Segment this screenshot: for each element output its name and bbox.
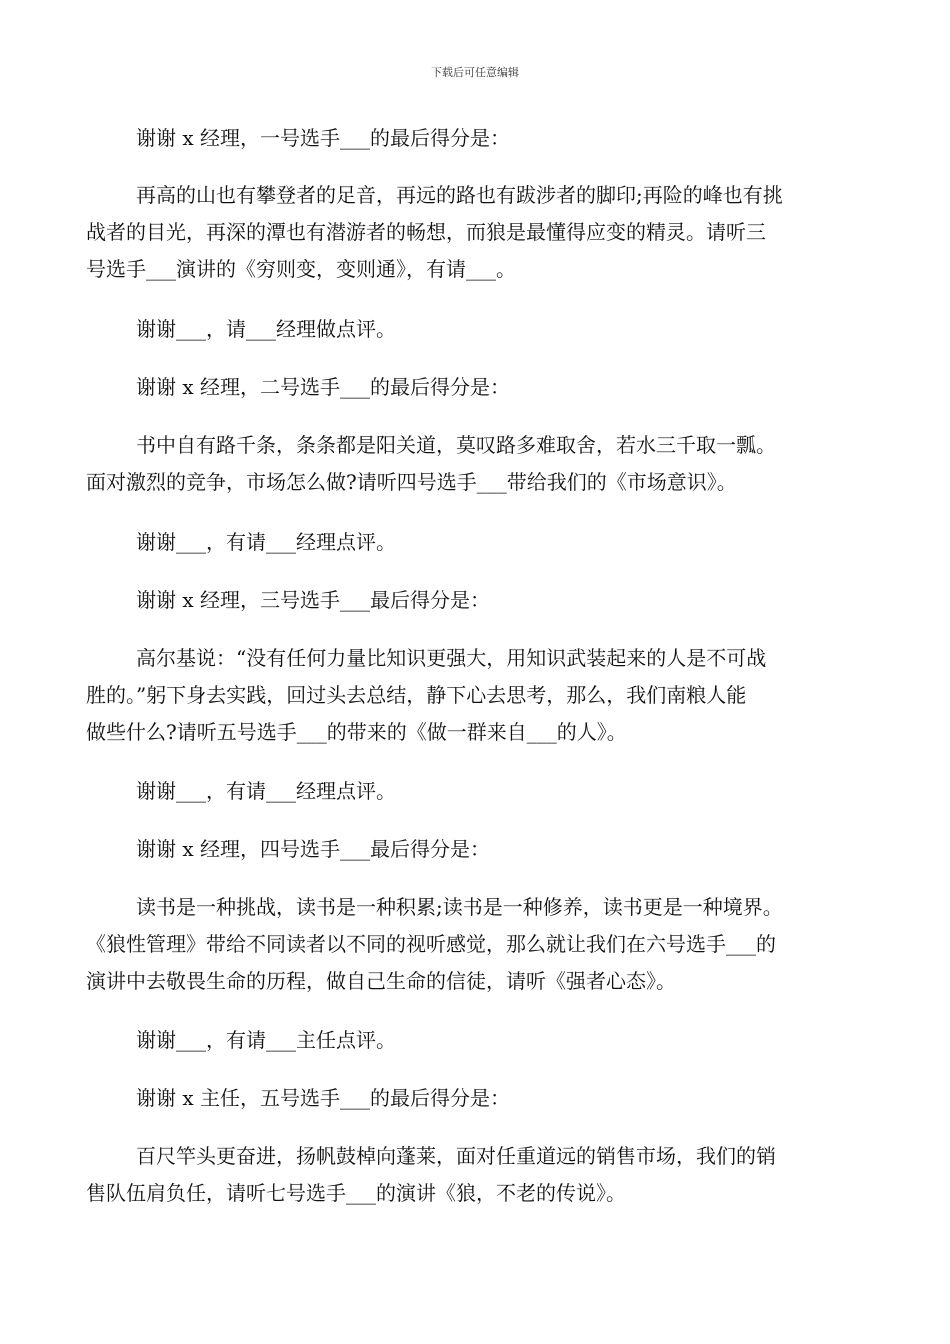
paragraph-line: 面对激烈的竞争，市场怎么做?请听四号选手___带给我们的《市场意识》。 bbox=[86, 470, 737, 494]
paragraph-5 bbox=[86, 427, 866, 501]
paragraph-1 bbox=[86, 120, 866, 157]
paragraph-line: 谢谢 x 主任，五号选手___的最后得分是： bbox=[136, 1086, 510, 1110]
paragraph-line: 书中自有路千条，条条都是阳关道，莫叹路多难取舍，若水三千取一瓢。 bbox=[136, 433, 776, 457]
paragraph-line: 谢谢___，有请___主任点评。 bbox=[136, 1028, 396, 1052]
paragraph-11 bbox=[86, 889, 866, 1000]
paragraph-line: 谢谢 x 经理，四号选手___最后得分是： bbox=[136, 837, 490, 861]
paragraph-line: 做些什么?请听五号选手___的带来的《做一群来自___的人》。 bbox=[86, 720, 627, 744]
paragraph-14 bbox=[86, 1138, 866, 1212]
paragraph-line: 谢谢 x 经理，二号选手___的最后得分是： bbox=[136, 375, 510, 399]
paragraph-line: 再高的山也有攀登者的足音，再远的路也有跋涉者的脚印;再险的峰也有挑 bbox=[136, 183, 783, 207]
paragraph-7 bbox=[86, 582, 866, 619]
paragraph-10 bbox=[86, 831, 866, 868]
paragraph-line: 谢谢___，有请___经理点评。 bbox=[136, 779, 396, 803]
paragraph-12 bbox=[86, 1022, 866, 1059]
paragraph-line: 号选手___演讲的《穷则变，变则通》，有请___。 bbox=[86, 257, 516, 281]
paragraph-4 bbox=[86, 369, 866, 406]
paragraph-9 bbox=[86, 773, 866, 810]
paragraph-3 bbox=[86, 311, 866, 348]
paragraph-line: 百尺竿头更奋进，扬帆鼓棹向蓬莱，面对任重道远的销售市场，我们的销 bbox=[136, 1144, 776, 1168]
paragraph-line: 《狼性管理》带给不同读者以不同的视听感觉，那么就让我们在六号选手___的 bbox=[86, 932, 776, 956]
paragraph-line: 胜的。”躬下身去实践，回过头去总结，静下心去思考，那么，我们南粮人能 bbox=[86, 683, 747, 707]
paragraph-2 bbox=[86, 177, 866, 288]
paragraph-line: 高尔基说：“没有任何力量比知识更强大，用知识武装起来的人是不可战 bbox=[136, 646, 767, 670]
paragraph-line: 战者的目光，再深的潭也有潜游者的畅想，而狼是最懂得应变的精灵。请听三 bbox=[86, 220, 766, 244]
paragraph-8 bbox=[86, 640, 866, 751]
paragraph-13 bbox=[86, 1080, 866, 1117]
paragraph-line: 谢谢 x 经理，一号选手___的最后得分是： bbox=[136, 126, 510, 150]
paragraph-6 bbox=[86, 524, 866, 561]
paragraph-line: 售队伍肩负任，请听七号选手___的演讲《狼，不老的传说》。 bbox=[86, 1181, 626, 1205]
paragraph-line: 谢谢___，请___经理做点评。 bbox=[136, 317, 396, 341]
paragraph-line: 演讲中去敬畏生命的历程，做自己生命的信徒，请听《强者心态》。 bbox=[86, 969, 676, 993]
paragraph-line: 读书是一种挑战，读书是一种积累;读书是一种修养，读书更是一种境界。 bbox=[136, 895, 783, 919]
paragraph-line: 谢谢___，有请___经理点评。 bbox=[136, 530, 396, 554]
page-header: 下载后可任意编辑 bbox=[431, 66, 519, 79]
paragraph-line: 谢谢 x 经理，三号选手___最后得分是： bbox=[136, 588, 490, 612]
